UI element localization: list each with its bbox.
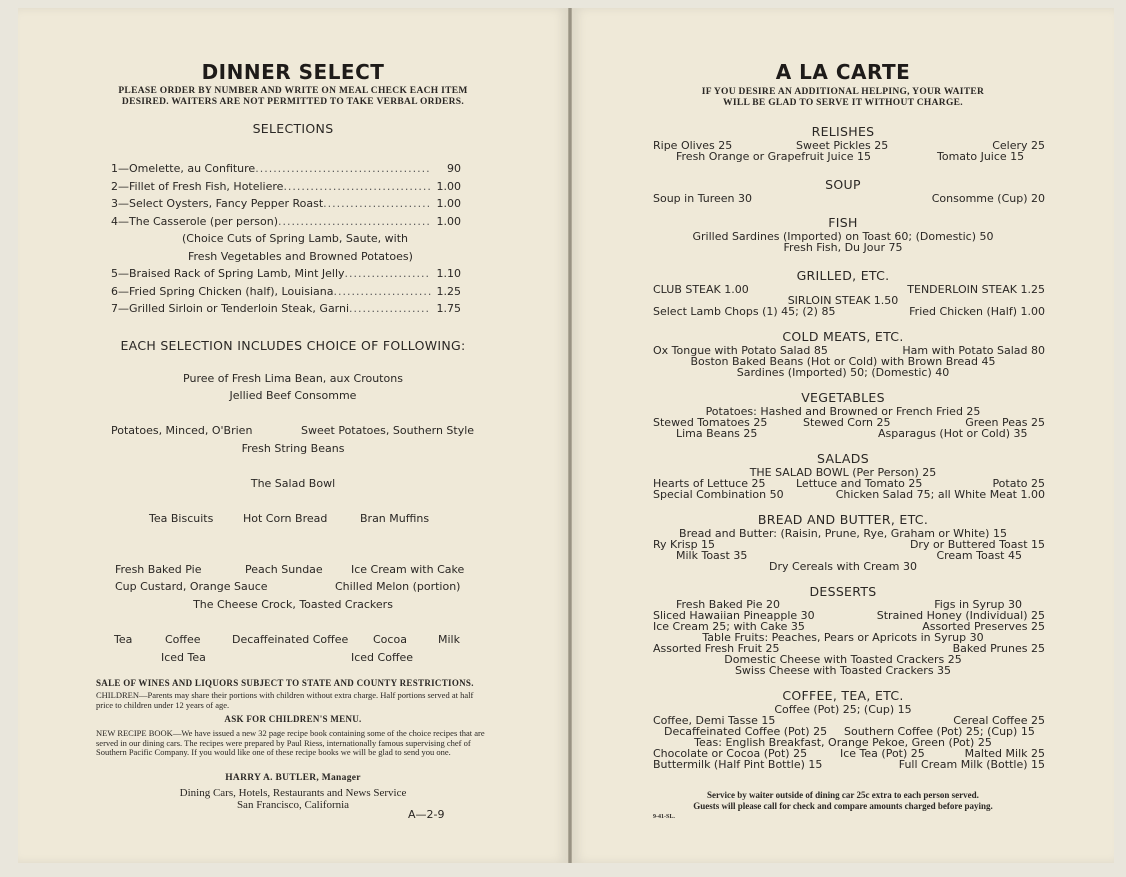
dot-leader <box>349 302 430 315</box>
relish-item: Sweet Pickles 25 <box>796 139 889 152</box>
city-name: San Francisco, California <box>236 799 350 811</box>
veg-option-2: Sweet Potatoes, Southern Style <box>301 424 475 437</box>
menu-item-label: 3—Select Oysters, Fancy Pepper Roast <box>111 197 324 210</box>
vegetable-item: Green Peas 25 <box>965 416 1045 429</box>
vegetable-item: Stewed Tomatoes 25 <box>653 416 768 429</box>
menu-item-price: 1.00 <box>436 180 461 193</box>
salad-item: Hearts of Lettuce 25 <box>653 477 766 490</box>
dot-leader <box>278 215 431 228</box>
fish-item: Grilled Sardines (Imported) on Toast 60; (Domestic) 50 <box>692 230 994 243</box>
casserole-note-2: Fresh Vegetables and Browned Potatoes) <box>188 250 413 263</box>
grilled-heading: GRILLED, ETC. <box>796 268 890 283</box>
menu-item-label: 1—Omelette, au Confiture <box>111 162 256 175</box>
department-name: Dining Cars, Hotels, Restaurants and News Service <box>179 787 407 799</box>
grilled-item: Select Lamb Chops (1) 45; (2) 85 <box>653 305 836 318</box>
cold-meat-item: Sardines (Imported) 50; (Domestic) 40 <box>736 366 950 379</box>
bread-item: Cream Toast 45 <box>936 549 1022 562</box>
selections-heading: SELECTIONS <box>252 121 334 136</box>
beverage-item: Coffee, Demi Tasse 15 <box>653 714 776 727</box>
drink-option-6: Iced Tea <box>161 651 206 664</box>
cold-meat-item: Ox Tongue with Potato Salad 85 <box>653 344 828 357</box>
dessert-item: Domestic Cheese with Toasted Crackers 25 <box>724 653 962 666</box>
grilled-item: CLUB STEAK 1.00 <box>653 283 749 296</box>
beverage-item: Southern Coffee (Pot) 25; (Cup) 15 <box>844 725 1035 738</box>
menu-item-price: 1.10 <box>436 267 461 280</box>
dessert-option-2: Peach Sundae <box>245 563 323 576</box>
dot-leader <box>283 180 430 193</box>
relish-item: Tomato Juice 15 <box>937 150 1025 163</box>
menu-item-price: 90 <box>447 162 461 175</box>
vegetable-item: Potatoes: Hashed and Browned or French Fried 25 <box>705 405 981 418</box>
dessert-item: Figs in Syrup 30 <box>934 598 1022 611</box>
check-note: Guests will please call for check and compare amounts charged before paying. <box>693 801 993 811</box>
desserts-heading: DESSERTS <box>809 584 877 599</box>
children-note: CHILDREN—Parents may share their portions with children without extra charge. Half portions served at half price to children under 12 years of age. <box>96 690 474 710</box>
dessert-item: Sliced Hawaiian Pineapple 30 <box>653 609 815 622</box>
a-la-carte-subtitle-1: IF YOU DESIRE AN ADDITIONAL HELPING, YOUR WAITER <box>701 87 985 97</box>
veg-option-3: Fresh String Beans <box>241 442 345 455</box>
drink-option-4: Cocoa <box>373 633 407 646</box>
salad-item: Special Combination 50 <box>653 488 784 501</box>
fish-item: Fresh Fish, Du Jour 75 <box>783 241 903 254</box>
dot-leader <box>345 267 431 280</box>
soup-item: Consomme (Cup) 20 <box>931 192 1045 205</box>
recipe-book-note: NEW RECIPE BOOK—We have issued a new 32 page recipe book containing some of the choice recipes that are served in our dining cars. The recipes were prepared by Paul Riess, internationally famous supervising chef of Southern Pacific Company. If you would like one of these recipe books we will be glad to send you one. <box>96 728 485 757</box>
print-code: 9-41-SL. <box>653 814 675 820</box>
dessert-item: Fresh Baked Pie 20 <box>676 598 780 611</box>
menu-item-price: 1.00 <box>436 197 461 210</box>
beverage-item: Ice Tea (Pot) 25 <box>840 747 925 760</box>
menu-item-7 <box>111 302 461 315</box>
dessert-item: Baked Prunes 25 <box>952 642 1045 655</box>
dessert-item: Assorted Preserves 25 <box>922 620 1045 633</box>
cold-meat-item: Boston Baked Beans (Hot or Cold) with Brown Bread 45 <box>690 355 996 368</box>
menu-item-label: 6—Fried Spring Chicken (half), Louisiana <box>111 285 334 298</box>
beverage-item: Cereal Coffee 25 <box>953 714 1045 727</box>
bread-option-1: Tea Biscuits <box>149 512 214 525</box>
dessert-option-3: Ice Cream with Cake <box>351 563 465 576</box>
beverage-item: Coffee (Pot) 25; (Cup) 15 <box>774 703 912 716</box>
drink-option-2: Coffee <box>165 633 201 646</box>
relish-item: Celery 25 <box>992 139 1045 152</box>
order-instructions-line-1: PLEASE ORDER BY NUMBER AND WRITE ON MEAL CHECK EACH ITEM <box>118 86 468 96</box>
dessert-item: Ice Cream 25; with Cake 35 <box>653 620 805 633</box>
menu-item-2 <box>111 180 461 193</box>
menu-item-6 <box>111 285 461 298</box>
wine-restriction-note: SALE OF WINES AND LIQUORS SUBJECT TO STATE AND COUNTY RESTRICTIONS. <box>96 678 474 688</box>
dessert-item: Table Fruits: Peaches, Pears or Apricots in Syrup 30 <box>702 631 984 644</box>
vegetables-heading: VEGETABLES <box>801 390 885 405</box>
menu-item-3 <box>111 197 461 210</box>
bread-item: Milk Toast 35 <box>676 549 748 562</box>
drink-option-1: Tea <box>114 633 133 646</box>
relishes-heading: RELISHES <box>811 124 875 139</box>
salad-item: Potato 25 <box>992 477 1045 490</box>
vegetable-item: Lima Beans 25 <box>676 427 758 440</box>
menu-item-label: 5—Braised Rack of Spring Lamb, Mint Jelly <box>111 267 345 280</box>
vegetable-item: Stewed Corn 25 <box>803 416 891 429</box>
salads-heading: SALADS <box>817 451 869 466</box>
beverage-item: Full Cream Milk (Bottle) 15 <box>898 758 1045 771</box>
dessert-item: Assorted Fresh Fruit 25 <box>653 642 780 655</box>
bread-item: Ry Krisp 15 <box>653 538 716 551</box>
menu-item-price: 1.00 <box>436 215 461 228</box>
dessert-option-1: Fresh Baked Pie <box>115 563 202 576</box>
order-instructions-line-2: DESIRED. WAITERS ARE NOT PERMITTED TO TAKE VERBAL ORDERS. <box>121 97 465 107</box>
a-la-carte-subtitle-2: WILL BE GLAD TO SERVE IT WITHOUT CHARGE. <box>723 98 963 108</box>
menu-item-5 <box>111 267 461 280</box>
bread-heading: BREAD AND BUTTER, ETC. <box>757 512 929 527</box>
salad-item: THE SALAD BOWL (Per Person) 25 <box>749 466 937 479</box>
bread-item: Bread and Butter: (Raisin, Prune, Rye, Graham or White) 15 <box>679 527 1007 540</box>
dot-leader <box>333 285 430 298</box>
drink-option-3: Decaffeinated Coffee <box>232 633 349 646</box>
menu-item-price: 1.25 <box>436 285 461 298</box>
salad-item: Chicken Salad 75; all White Meat 1.00 <box>835 488 1045 501</box>
bread-option-3: Bran Muffins <box>360 512 430 525</box>
grilled-item: TENDERLOIN STEAK 1.25 <box>907 283 1045 296</box>
a-la-carte-page <box>572 8 1114 863</box>
dessert-option-6: The Cheese Crock, Toasted Crackers <box>193 598 393 611</box>
menu-item-label: 7—Grilled Sirloin or Tenderloin Steak, Garni <box>111 302 350 315</box>
beverage-item: Buttermilk (Half Pint Bottle) 15 <box>653 758 823 771</box>
relish-item: Ripe Olives 25 <box>653 139 733 152</box>
cold-meats-heading: COLD MEATS, ETC. <box>782 329 904 344</box>
dot-leader <box>255 162 431 175</box>
salad-item: Lettuce and Tomato 25 <box>796 477 923 490</box>
soup-option-2: Jellied Beef Consomme <box>229 389 357 402</box>
beverage-item: Teas: English Breakfast, Orange Pekoe, Green (Pot) 25 <box>694 736 992 749</box>
dot-leader <box>323 197 430 210</box>
soup-heading: SOUP <box>825 177 861 192</box>
childrens-menu-note: ASK FOR CHILDREN'S MENU. <box>224 714 362 724</box>
coffee-heading: COFFEE, TEA, ETC. <box>782 688 904 703</box>
menu-item-label: 4—The Casserole (per person) <box>111 215 278 228</box>
menu-item-price: 1.75 <box>436 302 461 315</box>
choice-heading: EACH SELECTION INCLUDES CHOICE OF FOLLOWING: <box>120 338 466 353</box>
service-charge-note: Service by waiter outside of dining car 25c extra to each person served. <box>707 790 979 800</box>
bread-item: Dry or Buttered Toast 15 <box>909 538 1045 551</box>
drink-option-7: Iced Coffee <box>351 651 414 664</box>
dessert-item: Swiss Cheese with Toasted Crackers 35 <box>734 664 952 677</box>
soup-option-1: Puree of Fresh Lima Bean, aux Croutons <box>183 372 403 385</box>
menu-item-1 <box>111 162 461 175</box>
beverage-item: Decaffeinated Coffee (Pot) 25 <box>664 725 828 738</box>
dessert-item: Strained Honey (Individual) 25 <box>876 609 1045 622</box>
beverage-item: Chocolate or Cocoa (Pot) 25 <box>653 747 808 760</box>
grilled-item: Fried Chicken (Half) 1.00 <box>909 305 1045 318</box>
relish-item: Fresh Orange or Grapefruit Juice 15 <box>676 150 872 163</box>
manager-name: HARRY A. BUTLER, Manager <box>225 773 361 783</box>
bread-item: Dry Cereals with Cream 30 <box>768 560 918 573</box>
dinner-select-title: DINNER SELECT <box>201 60 385 84</box>
beverage-item: Malted Milk 25 <box>964 747 1045 760</box>
soup-item: Soup in Tureen 30 <box>653 192 752 205</box>
vegetable-item: Asparagus (Hot or Cold) 35 <box>878 427 1028 440</box>
form-code: A—2-9 <box>408 808 445 821</box>
cold-meat-item: Ham with Potato Salad 80 <box>902 344 1045 357</box>
menu-item-label: 2—Fillet of Fresh Fish, Hoteliere <box>111 180 284 193</box>
a-la-carte-title: A LA CARTE <box>775 60 911 84</box>
dessert-option-5: Chilled Melon (portion) <box>335 580 461 593</box>
bread-option-2: Hot Corn Bread <box>243 512 328 525</box>
drink-option-5: Milk <box>438 633 460 646</box>
dessert-option-4: Cup Custard, Orange Sauce <box>115 580 268 593</box>
fish-heading: FISH <box>828 215 858 230</box>
casserole-note-1: (Choice Cuts of Spring Lamb, Saute, with <box>182 232 408 245</box>
veg-option-1: Potatoes, Minced, O'Brien <box>111 424 253 437</box>
dinner-select-page <box>18 8 568 863</box>
grilled-item: SIRLOIN STEAK 1.50 <box>787 294 899 307</box>
salad-option: The Salad Bowl <box>250 477 336 490</box>
menu-item-4 <box>111 215 461 228</box>
